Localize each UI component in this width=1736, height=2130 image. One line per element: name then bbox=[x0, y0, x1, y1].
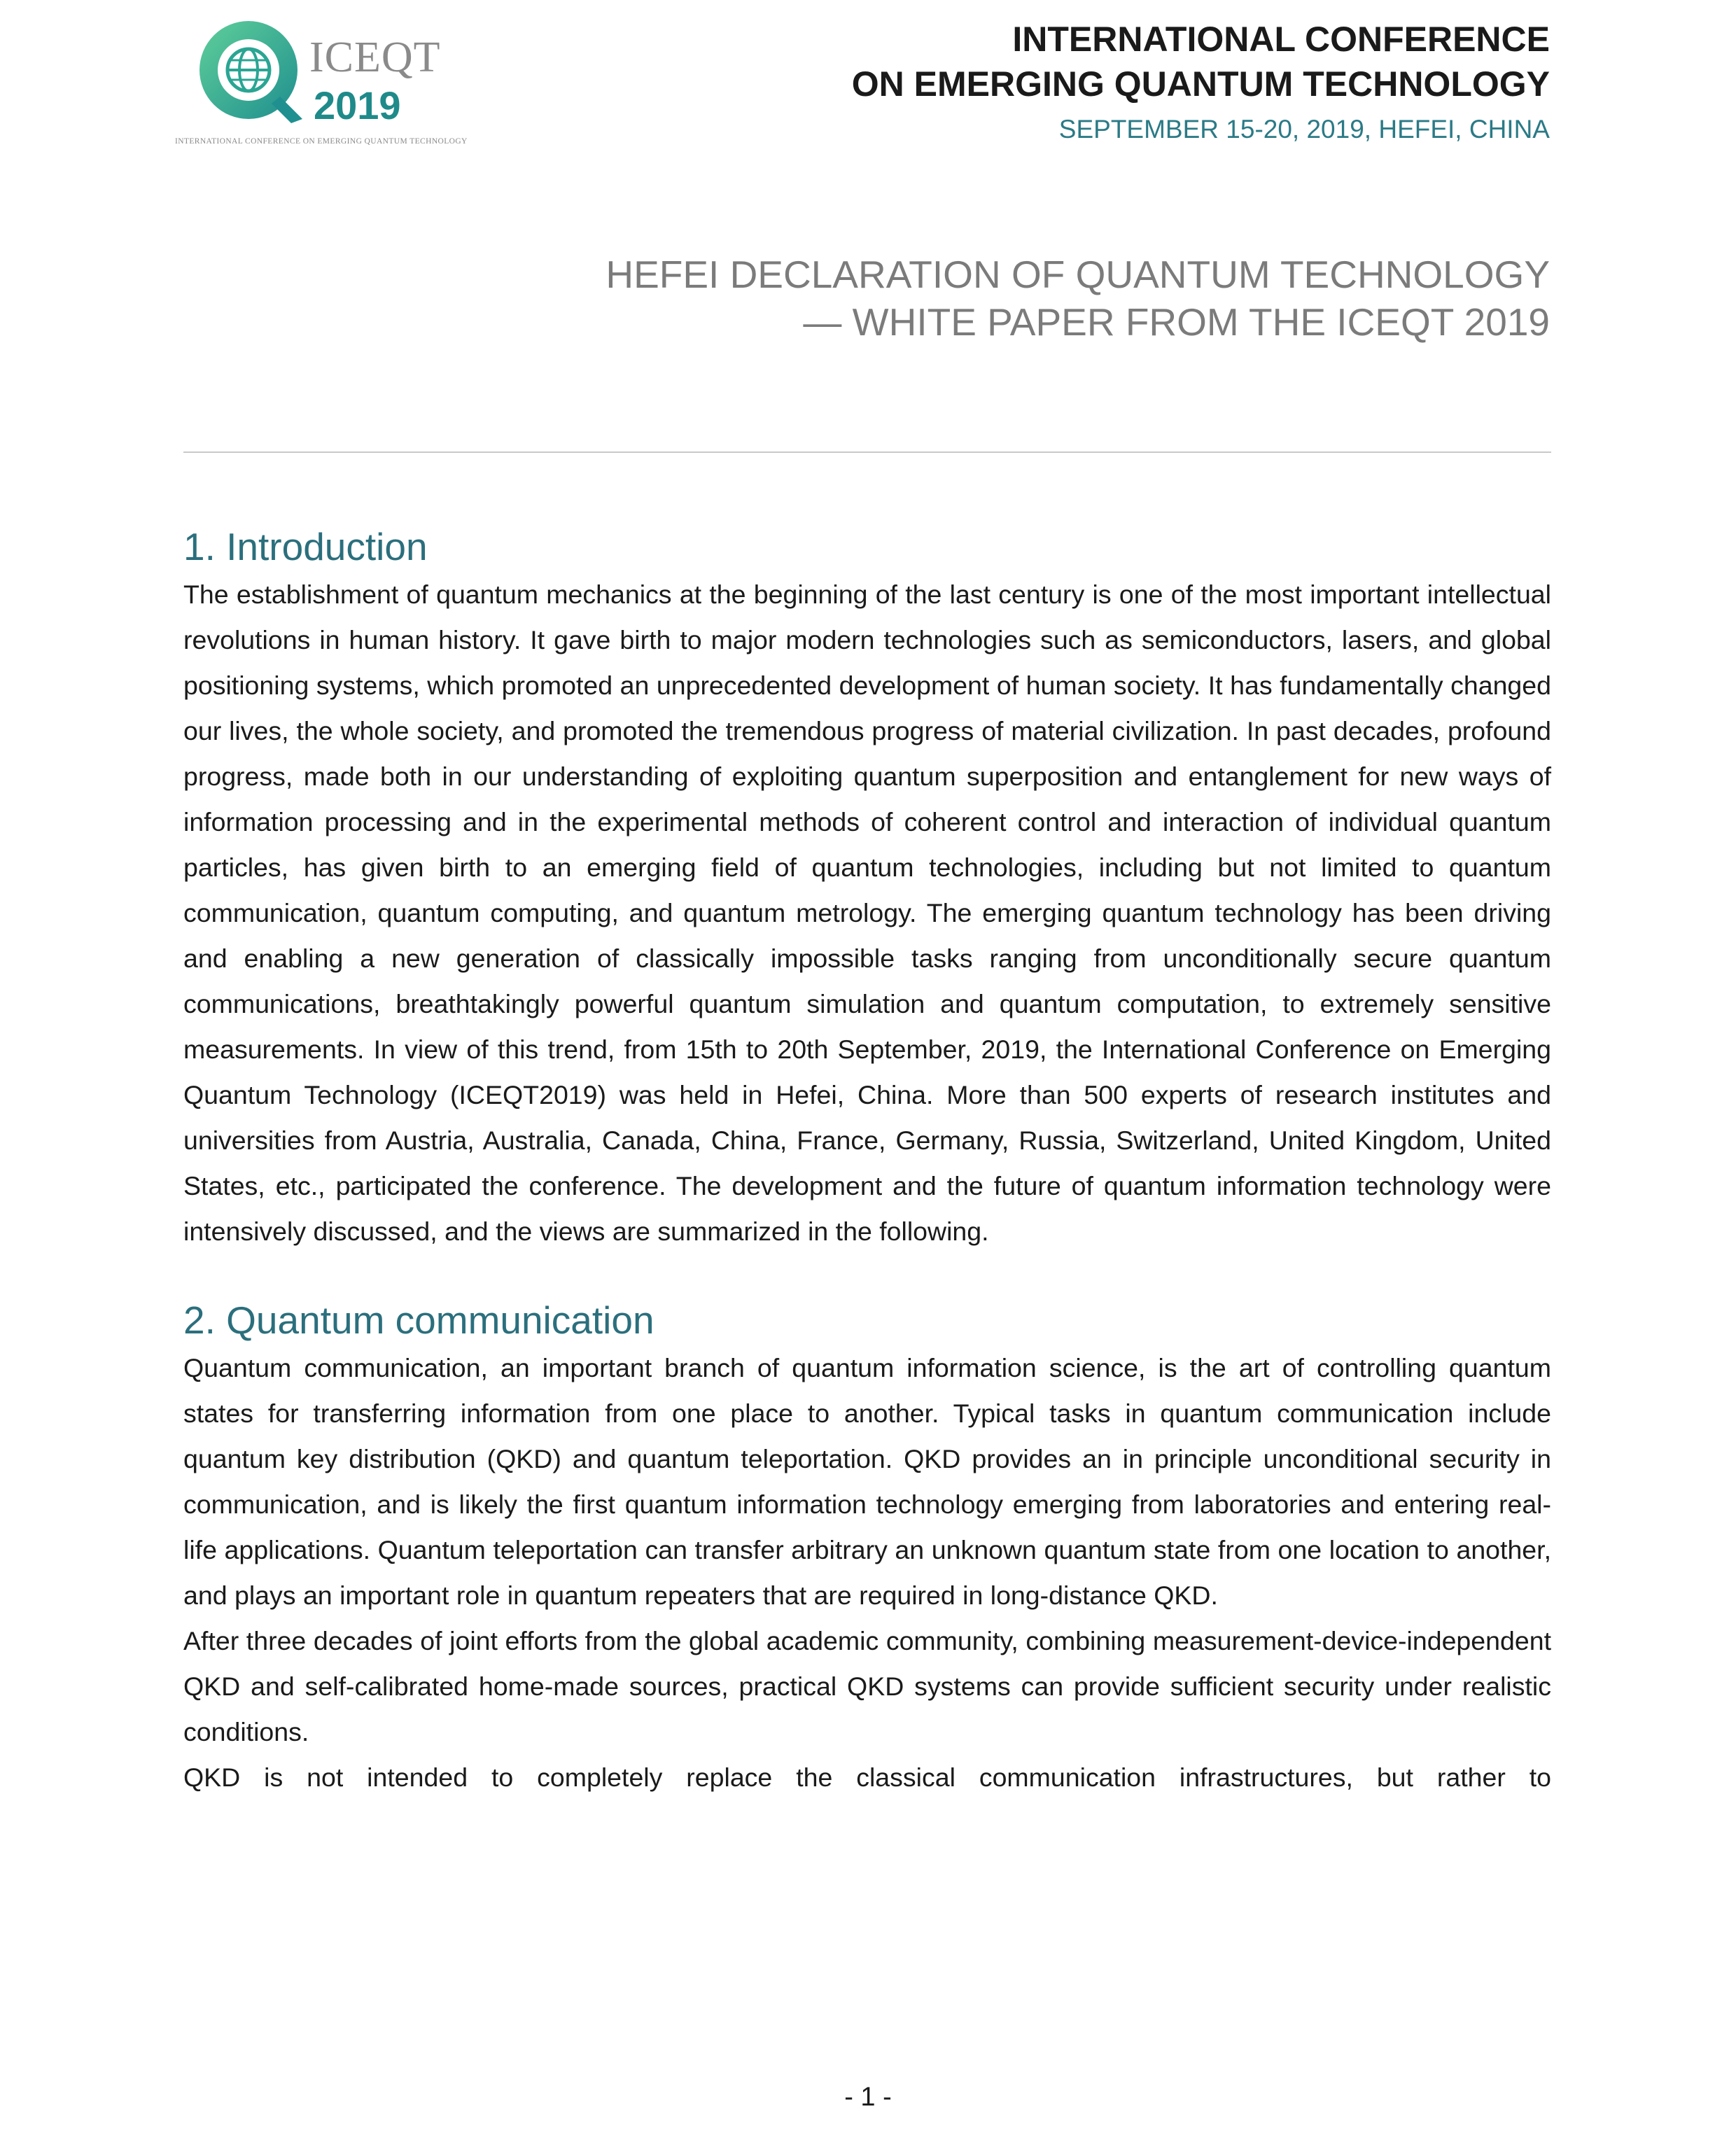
document-title-line1: HEFEI DECLARATION OF QUANTUM TECHNOLOGY bbox=[606, 253, 1550, 296]
conference-date-location: SEPTEMBER 15-20, 2019, HEFEI, CHINA bbox=[1058, 115, 1550, 143]
logo-wordmark: ICEQT bbox=[309, 34, 441, 81]
conference-title-line1: INTERNATIONAL CONFERENCE bbox=[1012, 20, 1550, 59]
conference-title bbox=[852, 17, 1550, 106]
quantum-communication-paragraph-2: After three decades of joint efforts from the global academic community, combining measurement-device-independent QKD and self-calibrated home-made sources, practical QKD systems can provide sufficient security under realistic conditions. bbox=[183, 1626, 1551, 1746]
document-title-line2: — WHITE PAPER FROM THE ICEQT 2019 bbox=[803, 300, 1550, 344]
document-title bbox=[606, 251, 1550, 346]
header-divider bbox=[183, 451, 1551, 453]
globe-emblem-icon bbox=[200, 21, 302, 123]
section-heading-introduction: 1. Introduction bbox=[183, 525, 428, 568]
logo-year: 2019 bbox=[314, 83, 401, 127]
quantum-communication-paragraph-3: QKD is not intended to completely replace the classical communication infrastructures, but rather to bbox=[183, 1763, 1551, 1792]
logo-subtitle: INTERNATIONAL CONFERENCE ON EMERGING QUANTUM TECHNOLOGY bbox=[175, 137, 468, 146]
conference-title-line2: ON EMERGING QUANTUM TECHNOLOGY bbox=[851, 64, 1550, 104]
document-body bbox=[183, 521, 1551, 1800]
iceqt-logo bbox=[175, 14, 497, 154]
introduction-paragraph: The establishment of quantum mechanics at the beginning of the last century is one of the most important intellectual revolutions in human history. It gave birth to major modern technologies such as semiconductors, lasers, and global positioning systems, which promoted an unprecedented development of human society. It has fundamentally changed our lives, the whole society, and promoted the tremendous progress of material civilization. In past decades, profound progress, made both in our understanding of exploiting quantum superposition and entanglement for new ways of information processing and in the experimental methods of coherent control and interaction of individual quantum particles, has given birth to an emerging field of quantum technologies, including but not limited to quantum communication, quantum computing, and quantum metrology. The emerging quantum technology has been driving and enabling a new generation of classically impossible tasks ranging from unconditionally secure quantum communications, breathtakingly powerful quantum simulation and quantum computation, to extremely sensitive measurements. In view of this trend, from 15th to 20th September, 2019, the International Conference on Emerging Quantum Technology (ICEQT2019) was held in Hefei, China. More than 500 experts of research institutes and universities from Austria, Australia, Canada, China, France, Germany, Russia, Switzerland, United Kingdom, United States, etc., participated the conference. The development and the future of quantum information technology were intensively discussed, and the views are summarized in the following. bbox=[183, 580, 1551, 1246]
section-quantum-communication bbox=[183, 1295, 1551, 1800]
quantum-communication-paragraph-1: Quantum communication, an important branch of quantum information science, is the art of controlling quantum states for transferring information from one place to another. Typical tasks in quantum communication include quantum key distribution (QKD) and quantum teleportation. QKD provides an in principle unconditional security in communication, and is likely the first quantum information technology emerging from laboratories and entering real-life applications. Quantum teleportation can transfer arbitrary an unknown quantum state from one location to another, and plays an important role in quantum repeaters that are required in long-distance QKD. bbox=[183, 1353, 1551, 1610]
page-number: - 1 - bbox=[844, 2082, 892, 2112]
section-heading-quantum-communication: 2. Quantum communication bbox=[183, 1298, 654, 1342]
